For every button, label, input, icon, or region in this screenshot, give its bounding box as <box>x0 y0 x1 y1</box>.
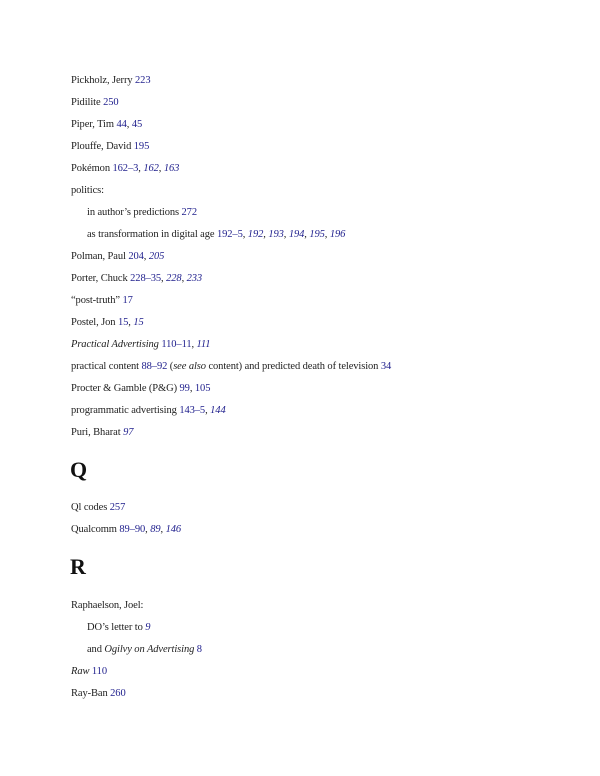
index-term-title: Raw <box>71 666 90 677</box>
section-heading-q: Q <box>70 457 88 482</box>
index-entry-post-truth <box>71 294 133 308</box>
index-term: Polman, Paul <box>71 251 129 262</box>
page-link-illustration[interactable]: 163 <box>163 163 180 174</box>
page-link[interactable]: 105 <box>194 383 211 394</box>
page-link[interactable]: 15 <box>117 317 129 328</box>
page-link[interactable]: 257 <box>109 502 126 513</box>
index-entry-porter <box>71 272 202 286</box>
page-link[interactable]: 250 <box>103 97 119 108</box>
index-term: “post-truth” <box>71 295 123 306</box>
index-entry-raw <box>71 665 107 679</box>
index-text: content) and predicted death of television <box>205 361 381 372</box>
separator: , <box>128 317 134 328</box>
index-term: politics: <box>71 185 104 196</box>
index-term: Raphaelson, Joel: <box>71 600 144 611</box>
separator: , <box>263 229 269 240</box>
separator: , <box>145 524 151 535</box>
separator: , <box>304 229 310 240</box>
index-subentry-politics-predictions <box>87 206 197 220</box>
separator: , <box>160 524 166 535</box>
index-entry-postel <box>71 316 144 330</box>
separator: , <box>191 339 197 350</box>
section-heading-r: R <box>70 554 86 579</box>
separator: , <box>181 273 187 284</box>
page-link[interactable]: 260 <box>110 688 126 699</box>
index-entry-pidilite <box>71 96 119 110</box>
index-entry-raphaelson <box>71 599 143 613</box>
page-link-illustration[interactable]: 9 <box>145 622 151 633</box>
page-link-illustration[interactable]: 194 <box>288 229 305 240</box>
page-link-illustration[interactable]: 144 <box>210 405 226 416</box>
index-term: Puri, Bharat <box>71 427 124 438</box>
page-link-illustration[interactable]: 195 <box>309 229 325 240</box>
page-link-illustration[interactable]: 162 <box>143 163 159 174</box>
index-term: Piper, Tim <box>71 119 117 130</box>
page-link[interactable]: 89–90 <box>119 524 146 535</box>
separator: , <box>283 229 289 240</box>
separator: , <box>161 273 167 284</box>
index-entry-ql-codes <box>71 501 125 515</box>
page-link-illustration[interactable]: 193 <box>268 229 284 240</box>
index-term: Pokémon <box>71 163 113 174</box>
index-term: Pickholz, Jerry <box>71 75 136 86</box>
page-link[interactable]: 8 <box>196 644 202 655</box>
index-term: Ray-Ban <box>71 688 111 699</box>
page-link[interactable]: 272 <box>181 207 197 218</box>
separator: , <box>143 251 149 262</box>
separator: , <box>189 383 195 394</box>
page-link[interactable]: 192–5 <box>216 229 243 240</box>
page-link-illustration[interactable]: 111 <box>196 339 211 350</box>
index-entry-ray-ban <box>71 687 126 701</box>
index-term-title: Practical Advertising <box>71 339 159 350</box>
page-link[interactable]: 99 <box>179 383 190 394</box>
index-entry-procter-gamble <box>71 382 210 396</box>
page-link-illustration[interactable]: 146 <box>165 524 182 535</box>
separator: , <box>242 229 248 240</box>
separator: , <box>324 229 330 240</box>
separator: , <box>158 163 164 174</box>
page-link[interactable]: 162–3 <box>112 163 139 174</box>
page-link-illustration[interactable]: 205 <box>148 251 165 262</box>
page-link-illustration[interactable]: 15 <box>133 317 144 328</box>
page-link[interactable]: 45 <box>131 119 143 130</box>
page-link[interactable]: 88–92 <box>141 361 168 372</box>
index-entry-piper <box>71 118 142 132</box>
index-term: and <box>87 644 105 655</box>
separator: , <box>205 405 211 416</box>
page-link[interactable]: 110 <box>91 666 107 677</box>
page-link-illustration[interactable]: 97 <box>123 427 134 438</box>
index-entry-polman <box>71 250 164 264</box>
index-entry-practical-advertising <box>71 338 210 352</box>
index-subentry-politics-digital-age <box>87 228 345 242</box>
index-subentry-raphaelson-letter <box>87 621 150 635</box>
index-term: Qualcomm <box>71 524 120 535</box>
page-link-illustration[interactable]: 89 <box>150 524 161 535</box>
page-link[interactable]: 17 <box>122 295 133 306</box>
index-term: as transformation in digital age <box>87 229 217 240</box>
index-term: Postel, Jon <box>71 317 118 328</box>
page-link[interactable]: 204 <box>128 251 144 262</box>
page-link[interactable]: 143–5 <box>179 405 206 416</box>
page-link[interactable]: 195 <box>133 141 150 152</box>
index-term: Plouffe, David <box>71 141 134 152</box>
index-term: Pidilite <box>71 97 104 108</box>
index-entry-pickholz <box>71 74 150 88</box>
see-also-label: see also <box>173 361 206 372</box>
page-link[interactable]: 228–35 <box>130 273 162 284</box>
index-entry-practical-content <box>71 360 391 374</box>
index-term-title: Ogilvy on Advertising <box>104 644 195 655</box>
page-link[interactable]: 110–11 <box>161 339 192 350</box>
page-link-illustration[interactable]: 196 <box>329 229 346 240</box>
index-entry-politics <box>71 184 104 198</box>
index-term: Procter & Gamble (P&G) <box>71 383 180 394</box>
index-subentry-raphaelson-ogilvy <box>87 643 202 657</box>
page-link[interactable]: 44 <box>116 119 127 130</box>
index-term: Porter, Chuck <box>71 273 131 284</box>
index-text: ( <box>167 361 174 372</box>
page-link-illustration[interactable]: 192 <box>247 229 264 240</box>
index-entry-pokemon <box>71 162 179 176</box>
index-term: programmatic advertising <box>71 405 180 416</box>
index-entry-qualcomm <box>71 523 181 537</box>
page-link[interactable]: 223 <box>135 75 151 86</box>
index-entry-plouffe <box>71 140 149 154</box>
index-entry-programmatic <box>71 404 226 418</box>
page-link-illustration[interactable]: 233 <box>186 273 203 284</box>
separator: , <box>138 163 144 174</box>
index-term: in author’s predictions <box>87 207 182 218</box>
page-link-illustration[interactable]: 228 <box>166 273 182 284</box>
index-entry-puri <box>71 426 133 440</box>
separator: , <box>126 119 132 130</box>
index-term: practical content <box>71 361 142 372</box>
index-term: DO’s letter to <box>87 622 146 633</box>
page-link[interactable]: 34 <box>380 361 392 372</box>
index-term: Ql codes <box>71 502 110 513</box>
